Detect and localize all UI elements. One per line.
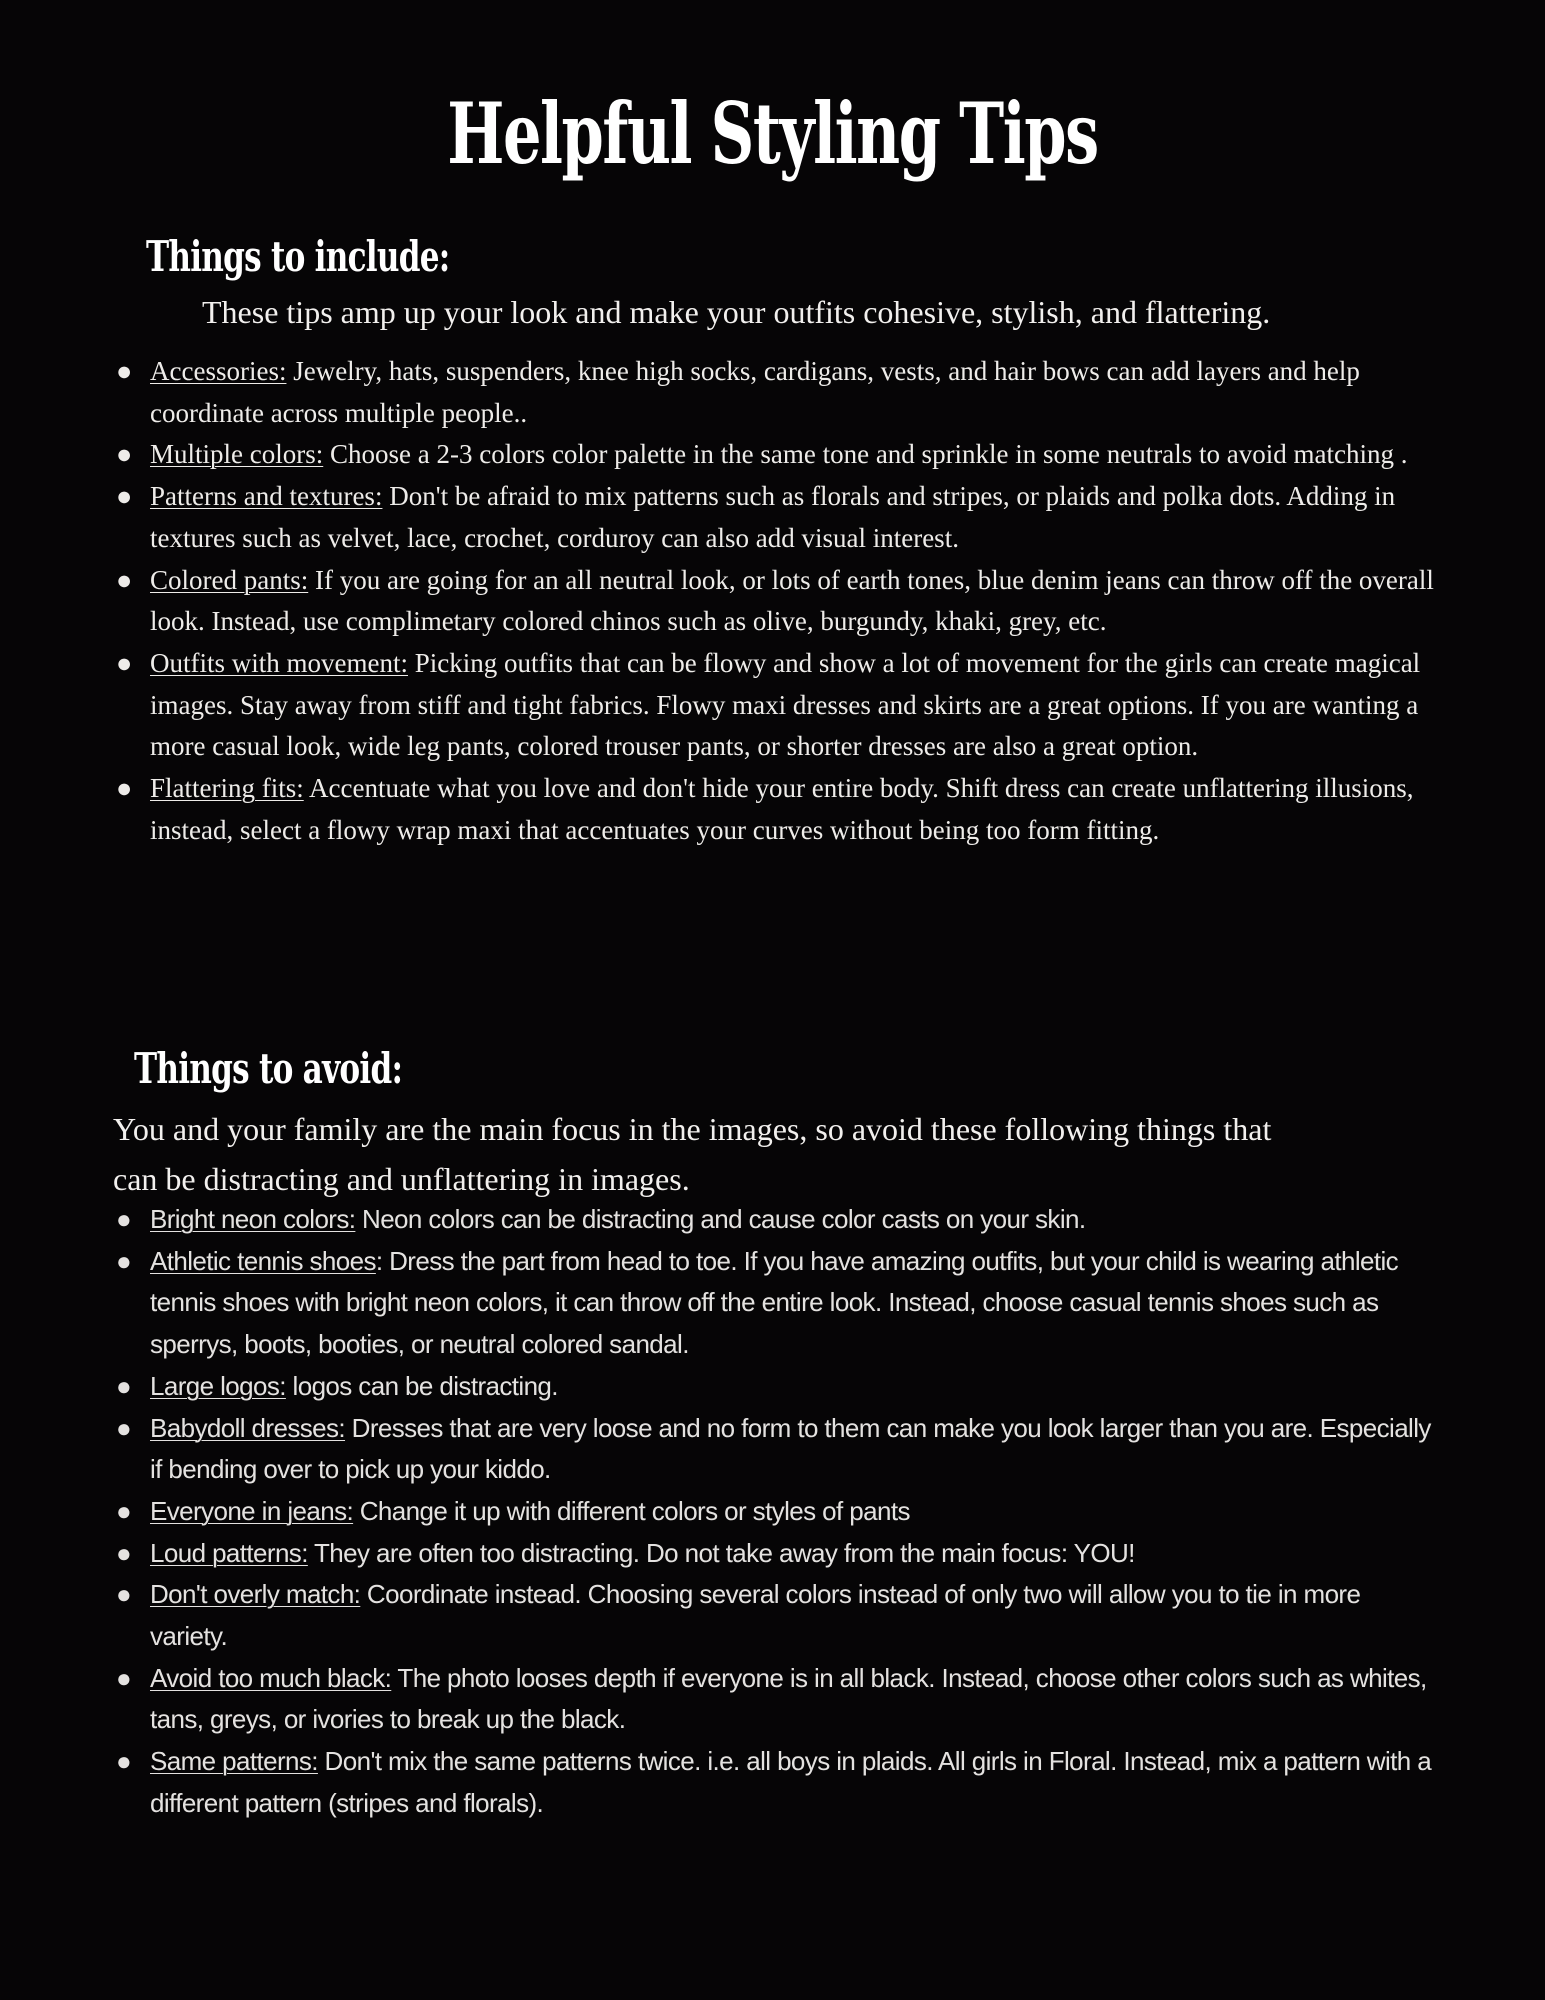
bullet-icon: ● (116, 356, 133, 386)
bullet-icon: ● (116, 439, 133, 470)
item-label: Outfits with movement: (150, 647, 408, 678)
item-label: Athletic tennis shoes (150, 1245, 376, 1276)
item-text: Don't mix the same patterns twice. i.e. all boys in plaids. All girls in Floral. Instead, mix a pattern with a different pattern (stripes and florals). (150, 1746, 1432, 1818)
avoid-intro: You and your family are the main focus in the images, so avoid these following things that can be distracting and unflattering in images. (113, 1111, 1272, 1197)
item-text: They are often too distracting. Do not take away from the main focus: YOU! (307, 1537, 1135, 1568)
include-heading: Things to include: (146, 232, 450, 281)
item-label: Accessories: (150, 356, 287, 386)
item-label: Flattering fits: (150, 773, 304, 804)
list-item (114, 768, 1434, 851)
list-item (114, 1366, 1434, 1408)
item-text: The photo looses depth if everyone is in all black. Instead, choose other colors such as whites, tans, greys, or ivories to break up the black. (150, 1662, 1427, 1735)
item-label: Loud patterns: (150, 1537, 308, 1568)
bullet-icon: ● (116, 773, 133, 804)
item-text: Coordinate instead. Choosing several colors instead of only two will allow you to tie in more variety. (150, 1579, 1361, 1652)
list-item (114, 643, 1434, 768)
bullet-icon: ● (116, 1537, 132, 1568)
item-text: Choose a 2-3 colors color palette in the same tone and sprinkle in some neutrals to avoid matching . (323, 439, 1408, 470)
include-list (114, 351, 1434, 851)
item-text: Don't be afraid to mix patterns such as florals and stripes, or plaids and polka dots. Adding in textures such as velvet, lace, crochet, corduroy can also add visual interest. (150, 481, 1396, 553)
item-label: Multiple colors: (150, 439, 324, 470)
item-label: Babydoll dresses: (150, 1412, 346, 1443)
item-label: Patterns and textures: (150, 481, 383, 512)
list-item (114, 1491, 1434, 1533)
item-text: Jewelry, hats, suspenders, knee high socks, cardigans, vests, and hair bows can add layers and help coordinate across multiple people.. (150, 356, 1360, 428)
bullet-icon: ● (116, 1204, 132, 1234)
bullet-icon: ● (116, 1412, 132, 1443)
list-item (114, 1199, 1434, 1241)
item-text: Dresses that are very loose and no form to them can make you look larger than you are. Especially if bending over to pick up your kiddo. (150, 1412, 1431, 1485)
avoid-heading: Things to avoid: (134, 1044, 403, 1093)
item-text: Change it up with different colors or styles of pants (353, 1495, 910, 1526)
list-item (114, 476, 1434, 559)
bullet-icon: ● (116, 1662, 132, 1693)
bullet-icon: ● (116, 647, 133, 678)
item-label: Bright neon colors: (150, 1204, 356, 1234)
bullet-icon: ● (116, 1495, 132, 1526)
item-text: If you are going for an all neutral look, or lots of earth tones, blue denim jeans can throw off the overall look. Instead, use complimetary colored chinos such as olive, burgundy, khaki, grey, etc. (150, 564, 1434, 637)
list-item (114, 1574, 1434, 1657)
list-item (114, 1658, 1434, 1741)
list-item (114, 351, 1434, 434)
bullet-icon: ● (116, 564, 133, 595)
page-title: Helpful Styling Tips (447, 84, 1098, 183)
list-item (114, 1533, 1434, 1575)
list-item (114, 560, 1434, 643)
bullet-icon: ● (116, 1245, 132, 1276)
item-text: logos can be distracting. (285, 1370, 558, 1401)
item-text: : Dress the part from head to toe. If you have amazing outfits, but your child is wearing athletic tennis shoes with bright neon colors, it can throw off the entire look. Instead, choose casual tennis shoes such as sperrys, boots, booties, or neutral colored sandal. (150, 1245, 1399, 1360)
item-label: Don't overly match: (150, 1579, 361, 1610)
bullet-icon: ● (116, 481, 133, 512)
list-item (114, 1408, 1434, 1491)
item-text: Neon colors can be distracting and cause color casts on your skin. (355, 1204, 1086, 1234)
bullet-icon: ● (116, 1746, 132, 1777)
list-item (114, 434, 1434, 476)
avoid-list (114, 1199, 1434, 1825)
list-item (114, 1241, 1434, 1366)
item-label: Large logos: (150, 1370, 286, 1401)
item-label: Same patterns: (150, 1746, 318, 1777)
list-item (114, 1741, 1434, 1824)
bullet-icon: ● (116, 1579, 132, 1610)
include-intro: These tips amp up your look and make your outfits cohesive, stylish, and flattering. (202, 294, 1271, 330)
item-text: Accentuate what you love and don't hide your entire body. Shift dress can create unflattering illusions, instead, select a flowy wrap maxi that accentuates your curves without being too form fitting. (150, 773, 1414, 845)
item-label: Everyone in jeans: (150, 1495, 354, 1526)
item-label: Avoid too much black: (150, 1662, 392, 1693)
bullet-icon: ● (116, 1370, 132, 1401)
item-text: Picking outfits that can be flowy and show a lot of movement for the girls can create magical images. Stay away from stiff and tight fabrics. Flowy maxi dresses and skirts are a great options. If you are wanting a more casual look, wide leg pants, colored trouser pants, or shorter dresses are also a great option. (150, 647, 1421, 762)
item-label: Colored pants: (150, 564, 309, 595)
